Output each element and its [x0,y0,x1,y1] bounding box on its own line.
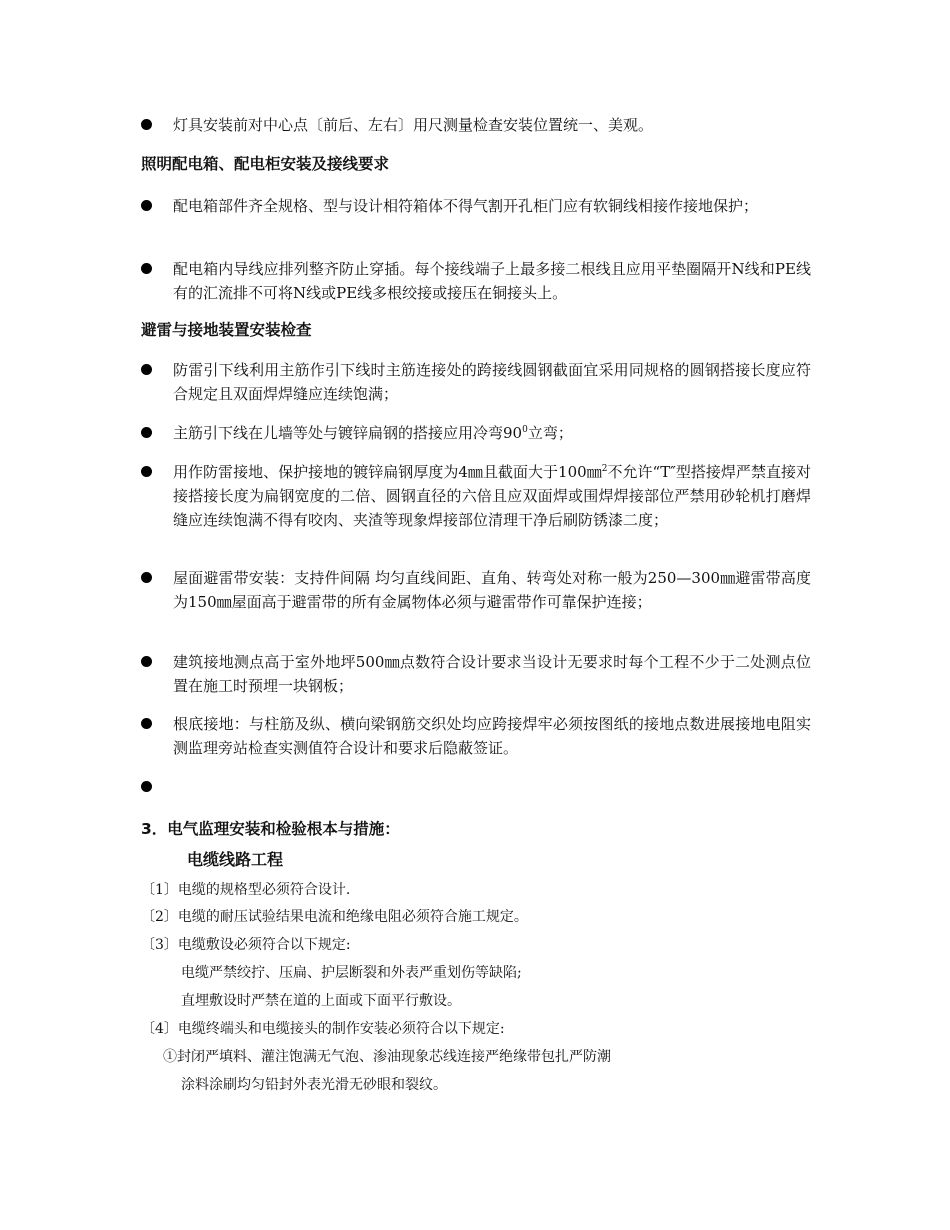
clause-subline: 电缆严禁绞拧、压扁、护层断裂和外表严重划伤等缺陷; [181,965,522,981]
clause-subline: 直埋敷设时严禁在道的上面或下面平行敷设。 [181,993,461,1009]
list-item [141,650,811,698]
clause-subline: ①封闭严填料、灌注饱满无气泡、渗油现象芯线连接严绝缘带包扎严防潮 [163,1049,611,1065]
list-item-text-tail: 不允许“T″型搭接焊严禁直接对接搭接长度为扁钢宽度的二倍、圆钢直径的六倍且应双面焊或围焊焊接部位严禁用砂轮机打磨焊缝应连续饱满不得有咬肉、夹渣等现象焊接部位清理干净后刷防锈漆二度； [173,463,811,529]
bullet-icon [141,781,152,792]
section-heading-electrical-supervision: 3．电气监理安装和检验根本与措施： [141,820,400,838]
list-item [141,113,811,137]
subsection-heading-cable-works: 电缆线路工程 [187,850,284,869]
bullet-icon [141,718,152,729]
clause-line: 〔2〕电缆的耐压试验结果电流和绝缘电阻必须符合施工规定。 [141,909,528,925]
section-heading-lightning-grounding: 避雷与接地装置安装检查 [141,321,312,339]
list-item-text: 屋面避雷带安装：支持件间隔 均匀直线间距、直角、转弯处对称一般为250—300㎜避雷带高度为150㎜屋面高于避雷带的所有金属物体必须与避雷带作可靠保护连接； [173,569,811,611]
bullet-icon [141,200,152,211]
list-item [141,257,811,305]
list-item-text: 防雷引下线利用主筋作引下线时主筋连接处的跨接线圆钢截面宜采用同规格的圆钢搭接长度应符合规定且双面焊焊缝应连续饱满； [173,361,811,403]
list-item [141,460,811,532]
list-item [141,421,811,445]
list-item-text: 根底接地：与柱筋及纵、横向梁钢筋交织处均应跨接焊牢必须按图纸的接地点数进展接地电阻实测监理旁站检查实测值符合设计和要求后隐蔽签证。 [173,715,811,757]
superscript-square: 2 [601,464,608,474]
list-item-text-main: 主筋引下线在儿墙等处与镀锌扁钢的搭接应用冷弯90 [173,424,523,442]
bullet-icon [141,364,152,375]
list-item [141,194,811,218]
bullet-icon [141,656,152,667]
bullet-icon [141,572,152,583]
bullet-icon [141,119,152,130]
list-item [141,358,811,406]
clause-subline: 涂料涂刷均匀铅封外表光滑无砂眼和裂纹。 [181,1077,447,1093]
clause-line: 〔4〕电缆终端头和电缆接头的制作安装必须符合以下规定: [141,1021,505,1037]
list-item-text [173,460,811,532]
clause-line: 〔1〕电缆的规格型必须符合设计. [141,882,351,898]
list-item [141,712,811,760]
list-item [141,566,811,614]
bullet-icon [141,263,152,274]
list-item-text: 灯具安装前对中心点〔前后、左右〕用尺测量检查安装位置统一、美观。 [173,116,654,134]
section-heading-lighting-panels: 照明配电箱、配电柜安装及接线要求 [141,155,390,173]
bullet-icon [141,427,152,438]
list-item-text-main: 用作防雷接地、保护接地的镀锌扁钢厚度为4㎜且截面大于100㎜ [173,463,602,481]
superscript-degree: 0 [522,425,528,435]
clause-line: 〔3〕电缆敷设必须符合以下规定: [141,937,351,953]
list-item-text [173,421,811,445]
list-item-text: 建筑接地测点高于室外地坪500㎜点数符合设计要求当设计无要求时每个工程不少于二处测点位置在施工时预埋一块钢板； [173,653,811,695]
bullet-icon [141,466,152,477]
list-item-text-tail: 立弯； [527,424,573,442]
list-item-text: 配电箱部件齐全规格、型与设计相符箱体不得气割开孔柜门应有软铜线相接作接地保护； [173,197,759,215]
list-item-text: 配电箱内导线应排列整齐防止穿插。每个接线端子上最多接二根线且应用平垫圈隔开N线和PE线有的汇流排不可将N线或PE线多根绞接或接压在铜接头上。 [173,260,811,302]
